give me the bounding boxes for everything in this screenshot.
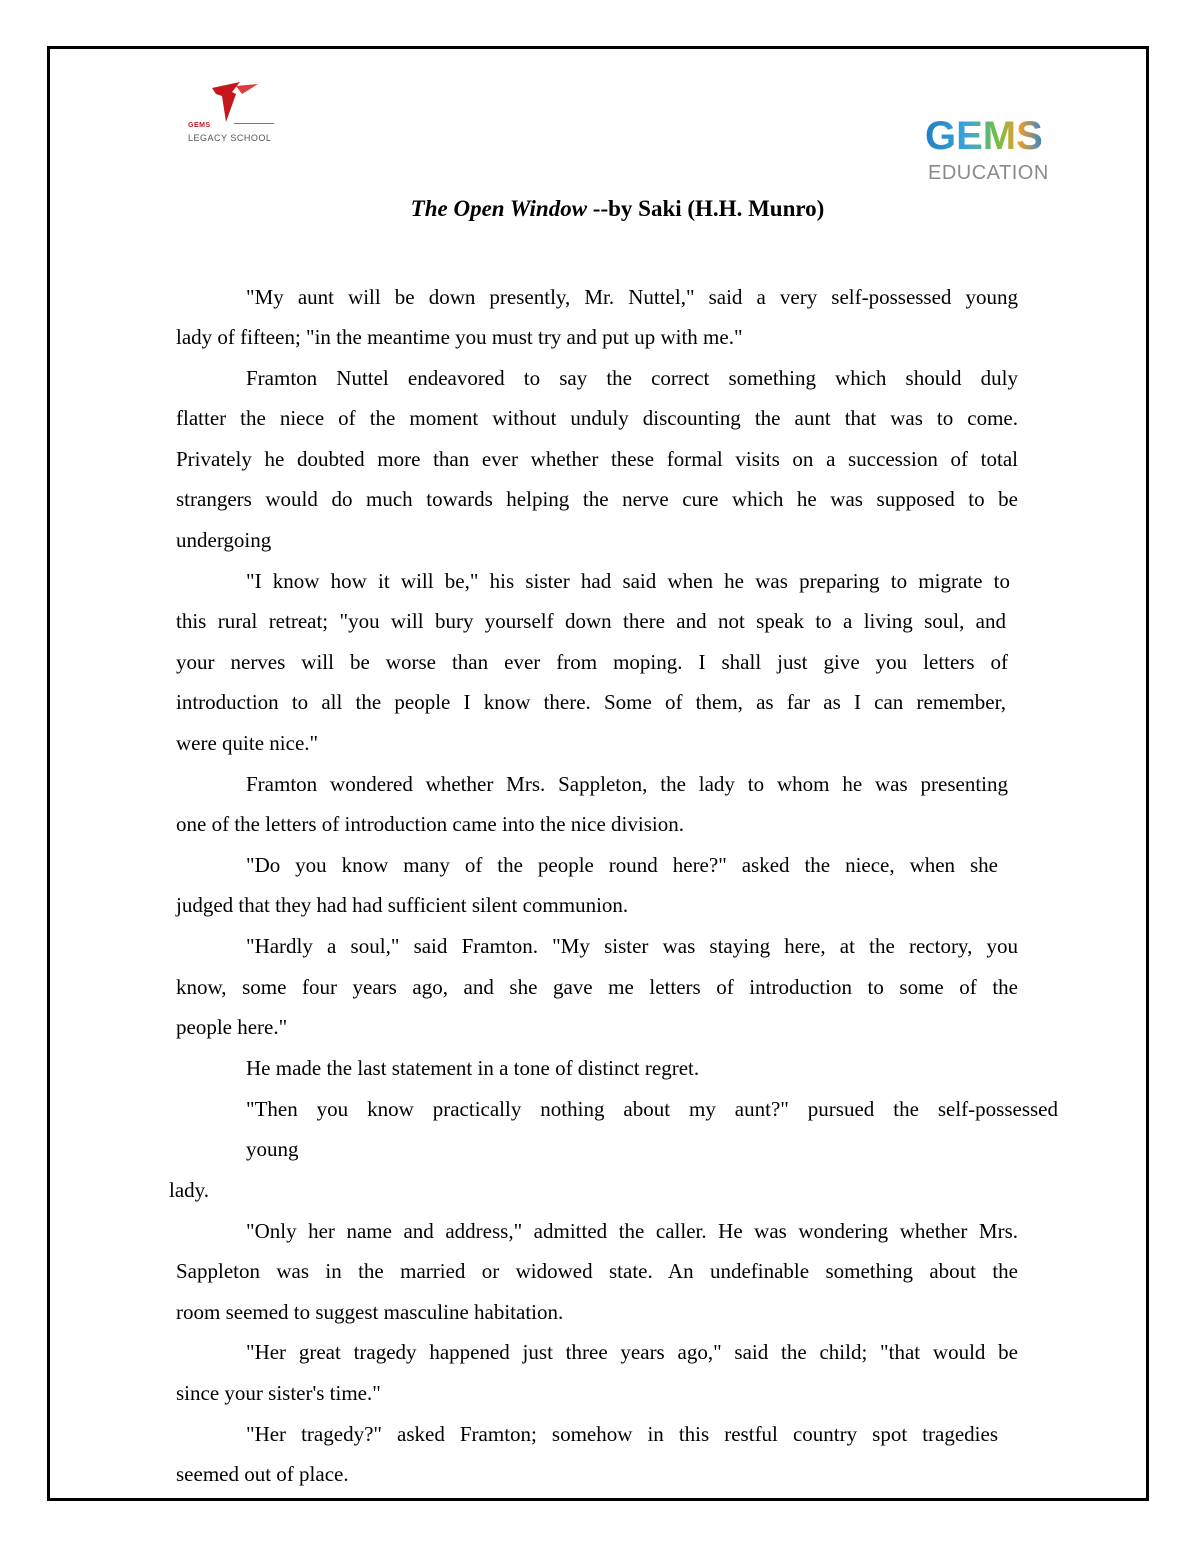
text-line: flatter the niece of the moment without unduly discounting the aunt that was to come. bbox=[176, 406, 1018, 430]
text-line: since your sister's time." bbox=[176, 1381, 381, 1405]
text-line: "Her tragedy?" asked Framton; somehow in this restful country spot tragedies bbox=[246, 1422, 998, 1446]
text-line: strangers would do much towards helping the nerve cure which he was supposed to be bbox=[176, 487, 1018, 511]
text-line: one of the letters of introduction came into the nice division. bbox=[176, 812, 684, 836]
text-line: room seemed to suggest masculine habitation. bbox=[176, 1300, 564, 1324]
text-line: "Her great tragedy happened just three years ago," said the child; "that would be bbox=[246, 1340, 1018, 1364]
text-line: introduction to all the people I know there. Some of them, as far as I can remember, bbox=[176, 690, 1006, 714]
text-line: your nerves will be worse than ever from moping. I shall just give you letters of bbox=[176, 650, 1008, 674]
text-line: Framton Nuttel endeavored to say the correct something which should duly bbox=[246, 366, 1018, 390]
text-line: Privately he doubted more than ever whether these formal visits on a succession of total bbox=[176, 447, 1018, 471]
text-line: undergoing bbox=[176, 528, 272, 552]
gems-logo-education: EDUCATION bbox=[928, 162, 1049, 184]
text-line: lady. bbox=[169, 1178, 210, 1202]
title-work: The Open Window bbox=[410, 196, 588, 221]
text-line: "Then you know practically nothing about my aunt?" pursued the self-possessed bbox=[246, 1097, 1058, 1121]
text-line: know, some four years ago, and she gave me letters of introduction to some of the bbox=[176, 975, 1018, 999]
text-line: He made the last statement in a tone of distinct regret. bbox=[246, 1056, 700, 1080]
gems-logo-brand: GEMS bbox=[925, 114, 1043, 158]
text-line: seemed out of place. bbox=[176, 1462, 349, 1486]
text-line: lady of fifteen; "in the meantime you must try and put up with me." bbox=[176, 325, 743, 349]
text-line: people here." bbox=[176, 1015, 288, 1039]
text-line: "I know how it will be," his sister had said when he was preparing to migrate to bbox=[246, 569, 1010, 593]
text-line: young bbox=[246, 1137, 299, 1161]
text-line: "Hardly a soul," said Framton. "My sister was staying here, at the rectory, you bbox=[246, 934, 1018, 958]
text-line: "Only her name and address," admitted the caller. He was wondering whether Mrs. bbox=[246, 1219, 1018, 1243]
title-author: --by Saki (H.H. Munro) bbox=[587, 196, 825, 221]
text-line: were quite nice." bbox=[176, 731, 319, 755]
gems-education-logo bbox=[925, 114, 1060, 188]
page-title bbox=[0, 196, 1200, 222]
text-line: "My aunt will be down presently, Mr. Nuttel," said a very self-possessed young bbox=[246, 285, 1018, 309]
legacy-logo-brand: GEMS bbox=[188, 122, 211, 129]
text-line: judged that they had had sufficient silent communion. bbox=[176, 893, 629, 917]
legacy-logo-rule bbox=[234, 123, 274, 124]
text-line: "Do you know many of the people round here?" asked the niece, when she bbox=[246, 853, 998, 877]
text-line: this rural retreat; "you will bury yourself down there and not speak to a living soul, and bbox=[176, 609, 1006, 633]
text-line: Framton wondered whether Mrs. Sappleton, the lady to whom he was presenting bbox=[246, 772, 1008, 796]
text-line: Sappleton was in the married or widowed state. An undefinable something about the bbox=[176, 1259, 1018, 1283]
red-bird-emblem-icon bbox=[202, 82, 262, 124]
legacy-school-logo bbox=[188, 82, 288, 146]
legacy-logo-school: LEGACY SCHOOL bbox=[188, 133, 272, 143]
